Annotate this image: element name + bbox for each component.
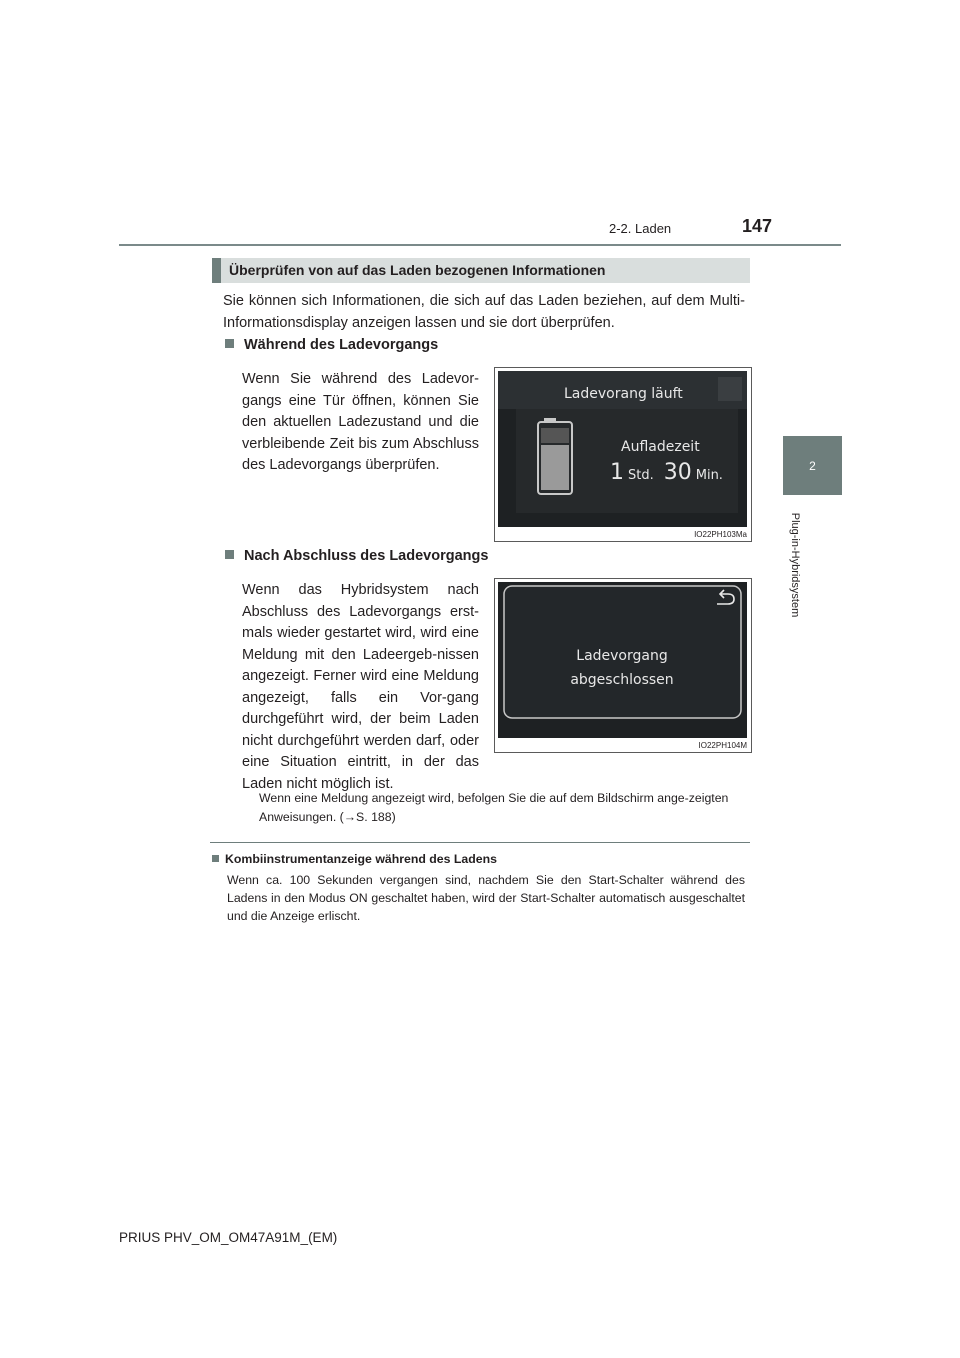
section-banner [212, 258, 750, 283]
square-bullet-icon [225, 339, 234, 348]
info-paragraph: Wenn ca. 100 Sekunden vergangen sind, nachdem Sie den Start-Schalter während des Ladens in den Modus ON geschaltet haben, wird der Start-Schalter automatisch ausgeschaltet und die Anzeige erlischt. [227, 873, 745, 923]
screen-title: Ladevorang läuft [564, 386, 683, 402]
complete-screen-graphic [498, 582, 747, 738]
subheading-text: Kombiinstrumentanzeige während des Ladens [225, 852, 497, 866]
chapter-label-text: Plug-in-Hybridsystem [789, 512, 801, 618]
chapter-label [781, 501, 809, 629]
screen-hours: 1 [610, 460, 624, 485]
charging-screen-graphic [498, 371, 747, 527]
section-banner-title: Überprüfen von auf das Laden bezogenen Informationen [229, 262, 606, 278]
during-charging-paragraph: Wenn Sie während des Ladevor-gangs eine Tür öffnen, können Sie den aktuellen Ladezustand und die verbleibende Zeit bis zum Abschluss des Ladevorgangs überprüfen. [242, 371, 479, 473]
figure-charging-in-progress [494, 367, 752, 542]
screen-label: Aufladezeit [621, 439, 700, 455]
chapter-tab-number: 2 [809, 458, 816, 473]
screen-line2: abgeschlossen [570, 672, 674, 688]
battery-icon [538, 418, 572, 494]
figure-caption: IO22PH103Ma [694, 530, 747, 539]
footer-doc-id: PRIUS PHV_OM_OM47A91M_(EM) [119, 1230, 338, 1245]
intro-paragraph: Sie können sich Informationen, die sich auf das Laden beziehen, auf dem Multi-Informationsdisplay anzeigen lassen und sie dort überprüfen. [223, 293, 745, 331]
header-section: 2-2. Laden [609, 221, 672, 236]
subheading-info [212, 852, 497, 866]
subheading-text: Während des Ladevorgangs [244, 337, 439, 353]
screen-line1: Ladevorgang [576, 648, 668, 664]
subheading-during-charging [225, 337, 438, 353]
square-bullet-icon [225, 550, 234, 559]
info-rule [210, 842, 750, 843]
header-rule [119, 244, 841, 246]
subheading-text: Nach Abschluss des Ladevorgangs [244, 548, 489, 564]
screen-minutes: 30 [663, 460, 692, 485]
chapter-tab [783, 436, 842, 495]
figure-charging-complete [494, 578, 752, 753]
page-number: 147 [742, 216, 773, 236]
figure-caption: IO22PH104M [698, 741, 747, 750]
square-bullet-icon [212, 855, 219, 862]
screen-minutes-unit: Min. [695, 468, 723, 483]
after-charging-paragraph: Wenn das Hybridsystem nach Abschluss des Ladevorgangs erst-mals wieder gestartet wird, wird eine Meldung mit den Ladeergeb-nissen angezeigt. Ferner wird eine Meldung angezeigt, falls ein Vor-gang durchgeführt wird, der beim Laden nicht durchgeführt werden darf, oder eine Situation eintritt, in der das Laden nicht möglich ist. [242, 582, 479, 792]
subheading-after-charging [225, 548, 488, 564]
screen-hours-unit: Std. [628, 468, 654, 483]
display-screen [498, 582, 747, 738]
after-charging-note: Wenn eine Meldung angezeigt wird, befolgen Sie die auf dem Bildschirm ange-zeigten Anweisungen. (→S. 188) [259, 791, 729, 824]
display-screen [498, 371, 747, 527]
